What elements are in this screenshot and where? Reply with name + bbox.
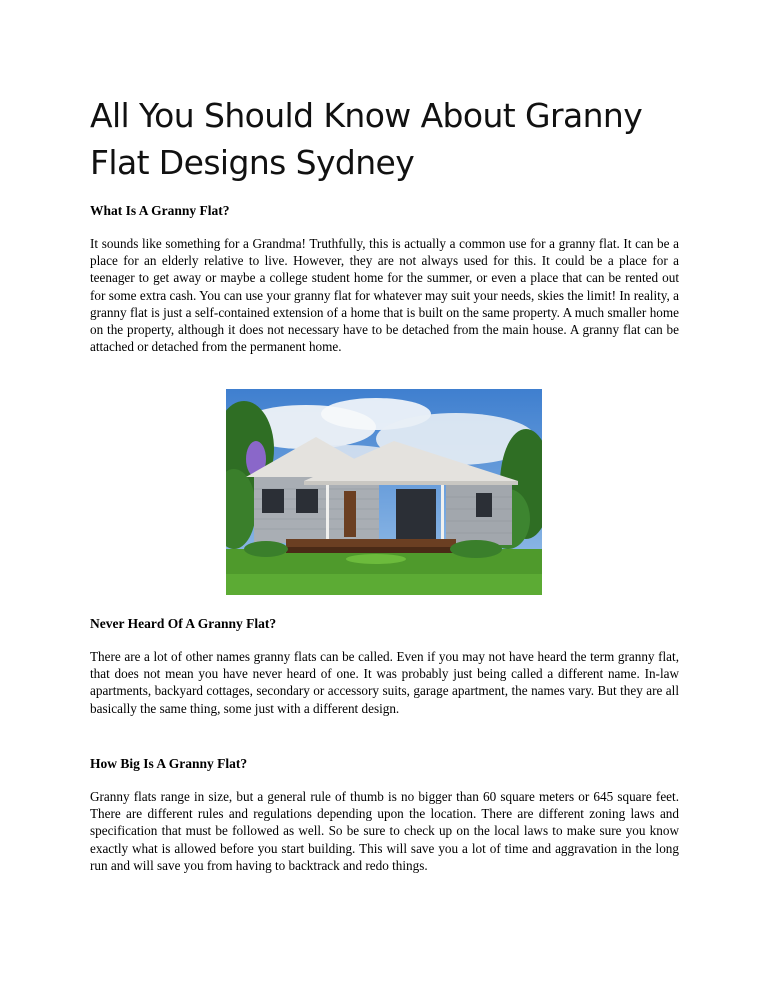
granny-flat-photo xyxy=(226,389,542,595)
section-heading-never-heard: Never Heard Of A Granny Flat? xyxy=(90,616,277,631)
section-heading-what-is: What Is A Granny Flat? xyxy=(90,203,230,218)
section-heading-how-big: How Big Is A Granny Flat? xyxy=(90,756,248,771)
page-title xyxy=(90,92,690,186)
section-paragraph-how-big: Granny flats range in size, but a general rule of thumb is no bigger than 60 square meters or 645 square feet. There are different rules and regulations depending upon the location. There are different zoning laws and specification that must be followed as well. So be sure to check up on the local laws to make sure you know exactly what is allowed before you start building. This will save you a lot of time and aggravation in the long run and will save you from having to backtrack and redo things. xyxy=(90,789,679,873)
title-line-1: All You Should Know About Granny xyxy=(90,96,643,135)
section-paragraph-what-is: It sounds like something for a Grandma! Truthfully, this is actually a common use for a granny flat. It can be a place for an elderly relative to live. However, they are not always used for this. It could be a place for a teenager to get away or maybe a college student home for the summer, or even a place that can be rented out for some extra cash. You can use your granny flat for whatever may suit your needs, skies the limit! In reality, a granny flat is just a self-contained extension of a home that is built on the same property. A much smaller home on the property, although it does not necessary have to be detached from the main house. A granny flat can be attached or detached from the permanent home. xyxy=(90,236,679,355)
title-line-2: Flat Designs Sydney xyxy=(90,143,415,182)
section-paragraph-never-heard: There are a lot of other names granny flats can be called. Even if you may not have heard the term granny flat, that does not mean you have never heard of one. It was probably just being called a different name. In-law apartments, backyard cottages, secondary or accessory suits, garage apartment, the names vary. But they are all basically the same thing, some just with a different design. xyxy=(90,649,679,716)
